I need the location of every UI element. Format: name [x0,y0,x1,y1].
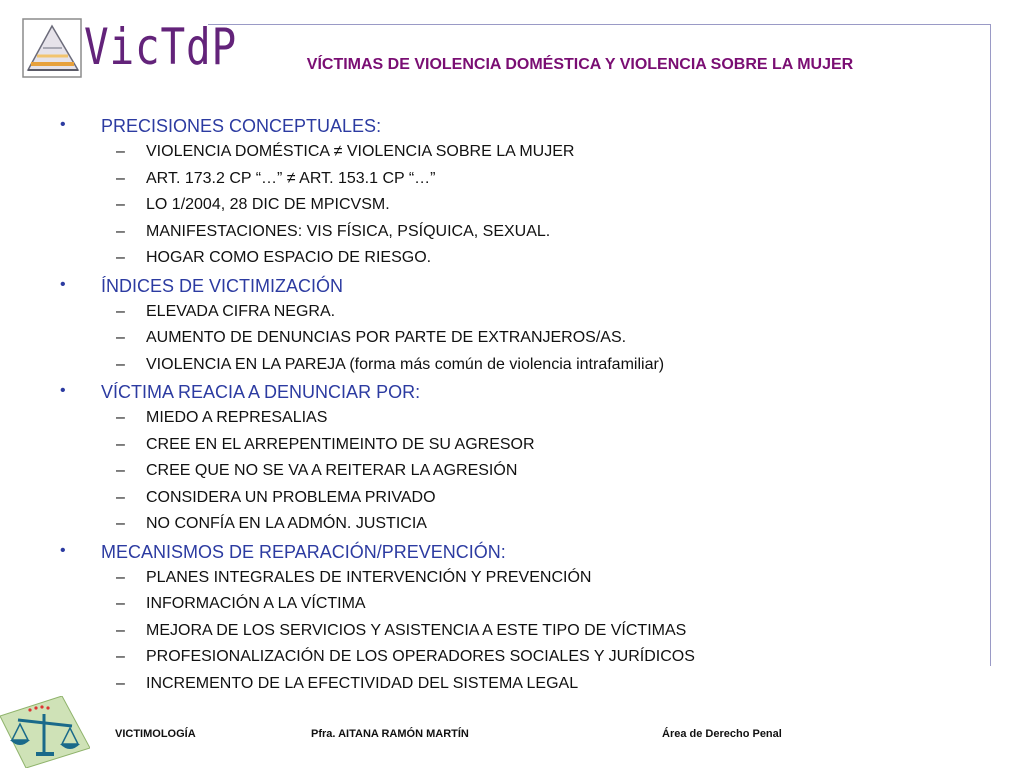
frame-right-line [990,24,991,666]
list-item-text: AUMENTO DE DENUNCIAS POR PARTE DE EXTRANJEROS/AS. [146,329,627,346]
dash-marker: – [116,621,125,639]
list-item-text: CONSIDERA UN PROBLEMA PRIVADO [146,488,436,506]
list-item [0,193,990,220]
bullet-marker: • [60,275,66,293]
dash-marker: – [116,488,125,506]
list-item [0,512,990,539]
dash-marker: – [116,355,125,373]
dash-marker: – [116,409,125,426]
list-item-text: VIOLENCIA DOMÉSTICA ≠ VIOLENCIA SOBRE LA MUJER [146,143,575,160]
list-item [0,433,990,460]
footer-professor: Pfra. AITANA RAMÓN MARTÍN [311,728,469,740]
dash-marker: – [116,329,125,346]
list-item [0,486,990,513]
list-item-text: ART. 173.2 CP “…” ≠ ART. 153.1 CP “…” [146,169,436,187]
list-item-text: CREE EN EL ARREPENTIMEINTO DE SU AGRESOR [146,435,535,453]
list-item [0,220,990,247]
dash-marker: – [116,568,125,586]
dash-marker: – [116,462,125,479]
list-item [0,592,990,619]
footer-department: Área de Derecho Penal [662,728,782,740]
list-item-text: INCREMENTO DE LA EFECTIVIDAD DEL SISTEMA LEGAL [146,674,579,692]
list-item-text: PROFESIONALIZACIÓN DE LOS OPERADORES SOCIALES Y JURÍDICOS [146,648,695,665]
list-item [0,167,990,194]
scales-of-justice-icon [0,696,90,768]
list-item-text: HOGAR COMO ESPACIO DE RIESGO. [146,249,432,266]
list-item-text: CREE QUE NO SE VA A REITERAR LA AGRESIÓN [146,462,518,479]
list-item-text: NO CONFÍA EN LA ADMÓN. JUSTICIA [146,515,427,532]
list-item-text: MEJORA DE LOS SERVICIOS Y ASISTENCIA A ESTE TIPO DE VÍCTIMAS [146,621,687,639]
list-item [0,406,990,433]
bullet-marker: • [60,116,66,133]
list-item-text: LO 1/2004, 28 DIC DE MPICVSM. [146,196,390,213]
section-heading-row [0,113,990,140]
list-item [0,619,990,646]
dash-marker: – [116,249,125,266]
footer-course: VICTIMOLOGÍA [115,728,196,740]
section-heading-row [0,379,990,406]
list-item [0,246,990,273]
logo-text: VicTdP [84,18,238,76]
dash-marker: – [116,648,125,665]
dash-marker: – [116,595,125,612]
triangle-logo-icon [22,18,82,78]
dash-marker: – [116,674,125,692]
section-heading: PRECISIONES CONCEPTUALES: [101,116,382,136]
bullet-marker: • [60,382,66,399]
list-item-text: MANIFESTACIONES: VIS FÍSICA, PSÍQUICA, SEXUAL. [146,222,551,240]
bullet-marker: • [60,541,66,559]
list-item-text: MIEDO A REPRESALIAS [146,409,328,426]
list-item [0,645,990,672]
list-item-text: ELEVADA CIFRA NEGRA. [146,302,336,320]
dash-marker: – [116,302,125,320]
list-item-text: PLANES INTEGRALES DE INTERVENCIÓN Y PREVENCIÓN [146,568,592,586]
dash-marker: – [116,143,125,160]
bullet-list [0,113,990,698]
section-heading-row [0,539,990,566]
page-title: VÍCTIMAS DE VIOLENCIA DOMÉSTICA Y VIOLENCIA SOBRE LA MUJER [306,56,854,73]
victdp-logo [22,18,238,80]
list-item [0,300,990,327]
dash-marker: – [116,222,125,240]
list-item-text: VIOLENCIA EN LA PAREJA (forma más común de violencia intrafamiliar) [146,355,665,373]
list-item [0,672,990,699]
section-heading: VÍCTIMA REACIA A DENUNCIAR POR: [101,382,421,402]
list-item [0,326,990,353]
section-heading: ÍNDICES DE VICTIMIZACIÓN [101,275,344,296]
dash-marker: – [116,515,125,532]
list-item [0,353,990,380]
section-heading-row [0,273,990,300]
section-heading: MECANISMOS DE REPARACIÓN/PREVENCIÓN: [101,541,506,562]
frame-top-line [208,24,991,25]
list-item-text: INFORMACIÓN A LA VÍCTIMA [146,595,366,612]
dash-marker: – [116,169,125,187]
list-item [0,140,990,167]
dash-marker: – [116,196,125,213]
list-item [0,459,990,486]
list-item [0,566,990,593]
dash-marker: – [116,435,125,453]
